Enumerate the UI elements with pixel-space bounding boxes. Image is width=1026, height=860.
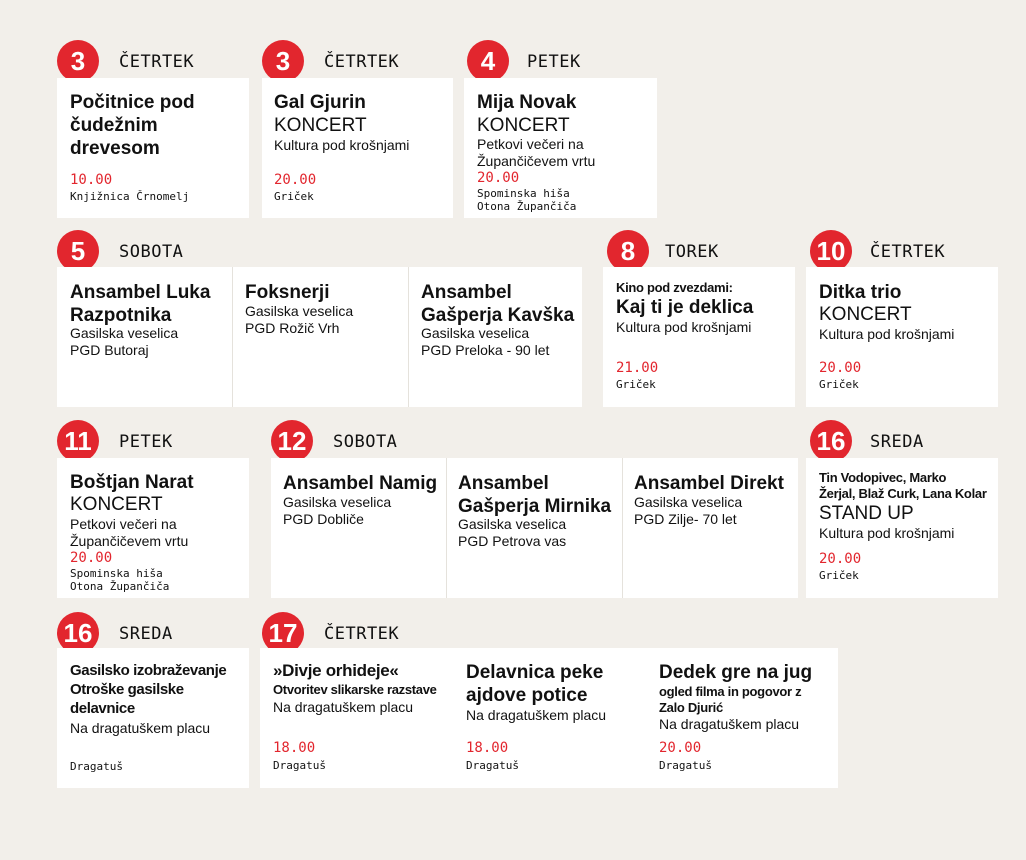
event-description — [70, 516, 249, 550]
event-description: Kultura pod krošnjami — [616, 319, 752, 335]
event-time: 21.00 — [616, 360, 659, 376]
event-location-line: Spominska hiša — [70, 567, 163, 580]
event-item[interactable] — [453, 648, 646, 788]
event-card[interactable] — [464, 78, 657, 218]
date-header — [271, 420, 798, 462]
weekday-label: SOBOTA — [333, 432, 398, 452]
event-description-line: Gasilska veselica — [283, 494, 392, 510]
event-item[interactable] — [57, 267, 232, 407]
event-type: STAND UP — [819, 503, 914, 524]
event-description — [477, 136, 657, 170]
event-performers — [819, 470, 998, 502]
day-number-badge: 16 — [57, 612, 99, 654]
event-description-line: PGD Petrova vas — [458, 533, 567, 549]
event-description-line: PGD Dobliče — [283, 511, 364, 527]
event-title-line: drevesom — [70, 138, 160, 159]
event-location — [70, 567, 249, 593]
weekday-label: ČETRTEK — [870, 242, 946, 262]
event-title-line: ajdove potice — [466, 685, 588, 706]
date-header — [57, 230, 582, 272]
date-header — [467, 40, 657, 82]
event-group-4-petek — [467, 40, 657, 82]
event-card[interactable] — [806, 267, 998, 407]
event-card[interactable] — [57, 648, 249, 788]
event-card[interactable] — [57, 458, 249, 598]
event-location-line: Spominska hiša — [477, 187, 570, 200]
weekday-label: SOBOTA — [119, 242, 184, 262]
event-description: Na dragatuškem placu — [70, 720, 211, 736]
event-subtitle — [659, 684, 838, 716]
event-title: Ansambel Direkt — [634, 473, 784, 494]
weekday-label: TOREK — [665, 242, 719, 262]
event-description-line: Gasilska veselica — [421, 325, 530, 341]
event-description — [421, 325, 582, 359]
event-location-line: Otona Župančiča — [477, 200, 577, 213]
event-title: Ditka trio — [819, 282, 902, 303]
event-description-line: Župančičevem vrtu — [70, 533, 189, 549]
event-title-line: Ansambel — [458, 473, 549, 494]
event-location: Griček — [819, 378, 859, 391]
date-header — [810, 420, 998, 462]
event-type: KONCERT — [477, 115, 570, 136]
event-description-line: PGD Preloka - 90 let — [421, 342, 550, 358]
event-card[interactable] — [271, 458, 798, 598]
event-time: 18.00 — [466, 740, 509, 756]
event-title: Foksnerji — [245, 282, 330, 303]
event-card[interactable] — [260, 648, 838, 788]
event-description-line: Gasilska veselica — [634, 494, 743, 510]
event-location: Dragatuš — [466, 759, 519, 772]
event-card[interactable] — [57, 78, 249, 218]
day-number-badge: 5 — [57, 230, 99, 272]
event-title — [466, 661, 646, 707]
event-title: »Divje orhideje« — [273, 661, 399, 680]
event-card[interactable] — [57, 267, 582, 407]
event-group-11-petek — [57, 420, 249, 462]
event-title-line: čudežnim — [70, 115, 158, 136]
day-number-badge: 12 — [271, 420, 313, 462]
event-title-line: Gasilsko izobraževanje — [70, 662, 227, 679]
event-description: Na dragatuškem placu — [466, 707, 607, 723]
event-location: Dragatuš — [70, 760, 123, 773]
date-header — [607, 230, 795, 272]
event-location-line: Otona Župančiča — [70, 580, 170, 593]
event-type: KONCERT — [819, 304, 912, 325]
event-description: Kultura pod krošnjami — [819, 326, 955, 342]
event-group-5-sobota — [57, 230, 582, 272]
event-group-8-torek — [607, 230, 795, 272]
event-description: Kultura pod krošnjami — [274, 137, 410, 153]
event-performers-line: Žerjal, Blaž Curk, Lana Kolar — [819, 486, 987, 501]
event-time: 20.00 — [70, 550, 113, 566]
event-description-line: Gasilska veselica — [245, 303, 354, 319]
event-title-line: Delavnica peke — [466, 662, 604, 683]
event-time: 10.00 — [70, 172, 113, 188]
event-title: Dedek gre na jug — [659, 662, 813, 683]
event-title-line: Gašperja Kavška — [421, 305, 575, 326]
event-card[interactable] — [806, 458, 998, 598]
event-location — [477, 187, 657, 213]
event-title — [421, 281, 582, 327]
event-description — [283, 494, 446, 528]
weekday-label: SREDA — [119, 624, 173, 644]
event-group-3-cetrtek-a — [57, 40, 249, 82]
event-title-line: Ansambel — [421, 282, 512, 303]
event-location: Dragatuš — [273, 759, 326, 772]
event-time: 20.00 — [819, 360, 862, 376]
weekday-label: SREDA — [870, 432, 924, 452]
event-description — [245, 303, 408, 337]
date-header — [57, 420, 249, 462]
date-header — [810, 230, 998, 272]
weekday-label: ČETRTEK — [119, 52, 195, 72]
event-item[interactable] — [623, 458, 798, 598]
day-number-badge: 3 — [262, 40, 304, 82]
event-location: Knjižnica Črnomelj — [70, 190, 190, 203]
day-number-badge: 10 — [810, 230, 852, 272]
event-description — [634, 494, 798, 528]
event-item[interactable] — [409, 267, 582, 407]
event-time: 20.00 — [819, 551, 862, 567]
weekday-label: PETEK — [119, 432, 173, 452]
day-number-badge: 4 — [467, 40, 509, 82]
event-location: Griček — [616, 378, 656, 391]
date-header — [57, 40, 249, 82]
event-description-line: PGD Butoraj — [70, 342, 149, 358]
event-subtitle: Kino pod zvezdami: — [616, 280, 733, 295]
event-group-12-sobota — [271, 420, 798, 462]
event-title: Mija Novak — [477, 92, 577, 113]
event-group-3-cetrtek-b — [262, 40, 454, 82]
event-title — [458, 472, 622, 518]
event-time: 18.00 — [273, 740, 316, 756]
event-subtitle-line: ogled filma in pogovor z — [659, 684, 802, 699]
event-card[interactable] — [262, 78, 453, 218]
event-title: Kaj ti je deklica — [616, 297, 754, 318]
event-description: Kultura pod krošnjami — [819, 525, 955, 541]
event-description-line: Gasilska veselica — [458, 516, 567, 532]
weekday-label: PETEK — [527, 52, 581, 72]
event-item[interactable] — [447, 458, 622, 598]
event-title: Gal Gjurin — [274, 92, 366, 113]
event-title — [70, 91, 249, 160]
weekday-label: ČETRTEK — [324, 624, 400, 644]
event-description — [70, 325, 232, 359]
day-number-badge: 17 — [262, 612, 304, 654]
event-title — [70, 661, 249, 718]
event-location: Griček — [819, 569, 859, 582]
event-title-line: Razpotnika — [70, 305, 172, 326]
event-title-line: Otroške gasilske — [70, 681, 184, 698]
event-subtitle: Otvoritev slikarske razstave — [273, 682, 437, 697]
event-description-line: PGD Rožič Vrh — [245, 320, 340, 336]
day-number-badge: 8 — [607, 230, 649, 272]
event-time: 20.00 — [274, 172, 317, 188]
event-description-line: PGD Zilje- 70 let — [634, 511, 737, 527]
event-title: Ansambel Namig — [283, 473, 438, 494]
event-performers-line: Tin Vodopivec, Marko — [819, 470, 947, 485]
event-time: 20.00 — [659, 740, 702, 756]
event-location: Griček — [274, 190, 314, 203]
event-location: Dragatuš — [659, 759, 712, 772]
event-subtitle-line: Zalo Djurić — [659, 700, 723, 715]
event-description-line: Gasilska veselica — [70, 325, 179, 341]
event-title — [70, 281, 232, 327]
event-title-line: delavnice — [70, 700, 135, 717]
event-type: KONCERT — [274, 115, 367, 136]
day-number-badge: 3 — [57, 40, 99, 82]
event-item[interactable] — [260, 648, 453, 788]
day-number-badge: 16 — [810, 420, 852, 462]
event-title-line: Ansambel Luka — [70, 282, 211, 303]
event-type: KONCERT — [70, 494, 163, 515]
day-number-badge: 11 — [57, 420, 99, 462]
event-description-line: Petkovi večeri na — [477, 136, 584, 152]
event-group-10-cetrtek — [810, 230, 998, 272]
event-title: Boštjan Narat — [70, 472, 194, 493]
event-item[interactable] — [233, 267, 408, 407]
event-description-line: Petkovi večeri na — [70, 516, 177, 532]
event-card[interactable] — [603, 267, 795, 407]
event-description — [458, 516, 622, 550]
event-description: Na dragatuškem placu — [273, 699, 414, 715]
event-description: Na dragatuškem placu — [659, 716, 800, 732]
event-description-line: Župančičevem vrtu — [477, 153, 596, 169]
date-header — [262, 40, 454, 82]
event-time: 20.00 — [477, 170, 520, 186]
event-group-16-sreda-a — [810, 420, 998, 462]
event-item[interactable] — [271, 458, 446, 598]
event-title-line: Gašperja Mirnika — [458, 496, 612, 517]
event-title-line: Počitnice pod — [70, 92, 195, 113]
event-item[interactable] — [646, 648, 838, 788]
weekday-label: ČETRTEK — [324, 52, 400, 72]
